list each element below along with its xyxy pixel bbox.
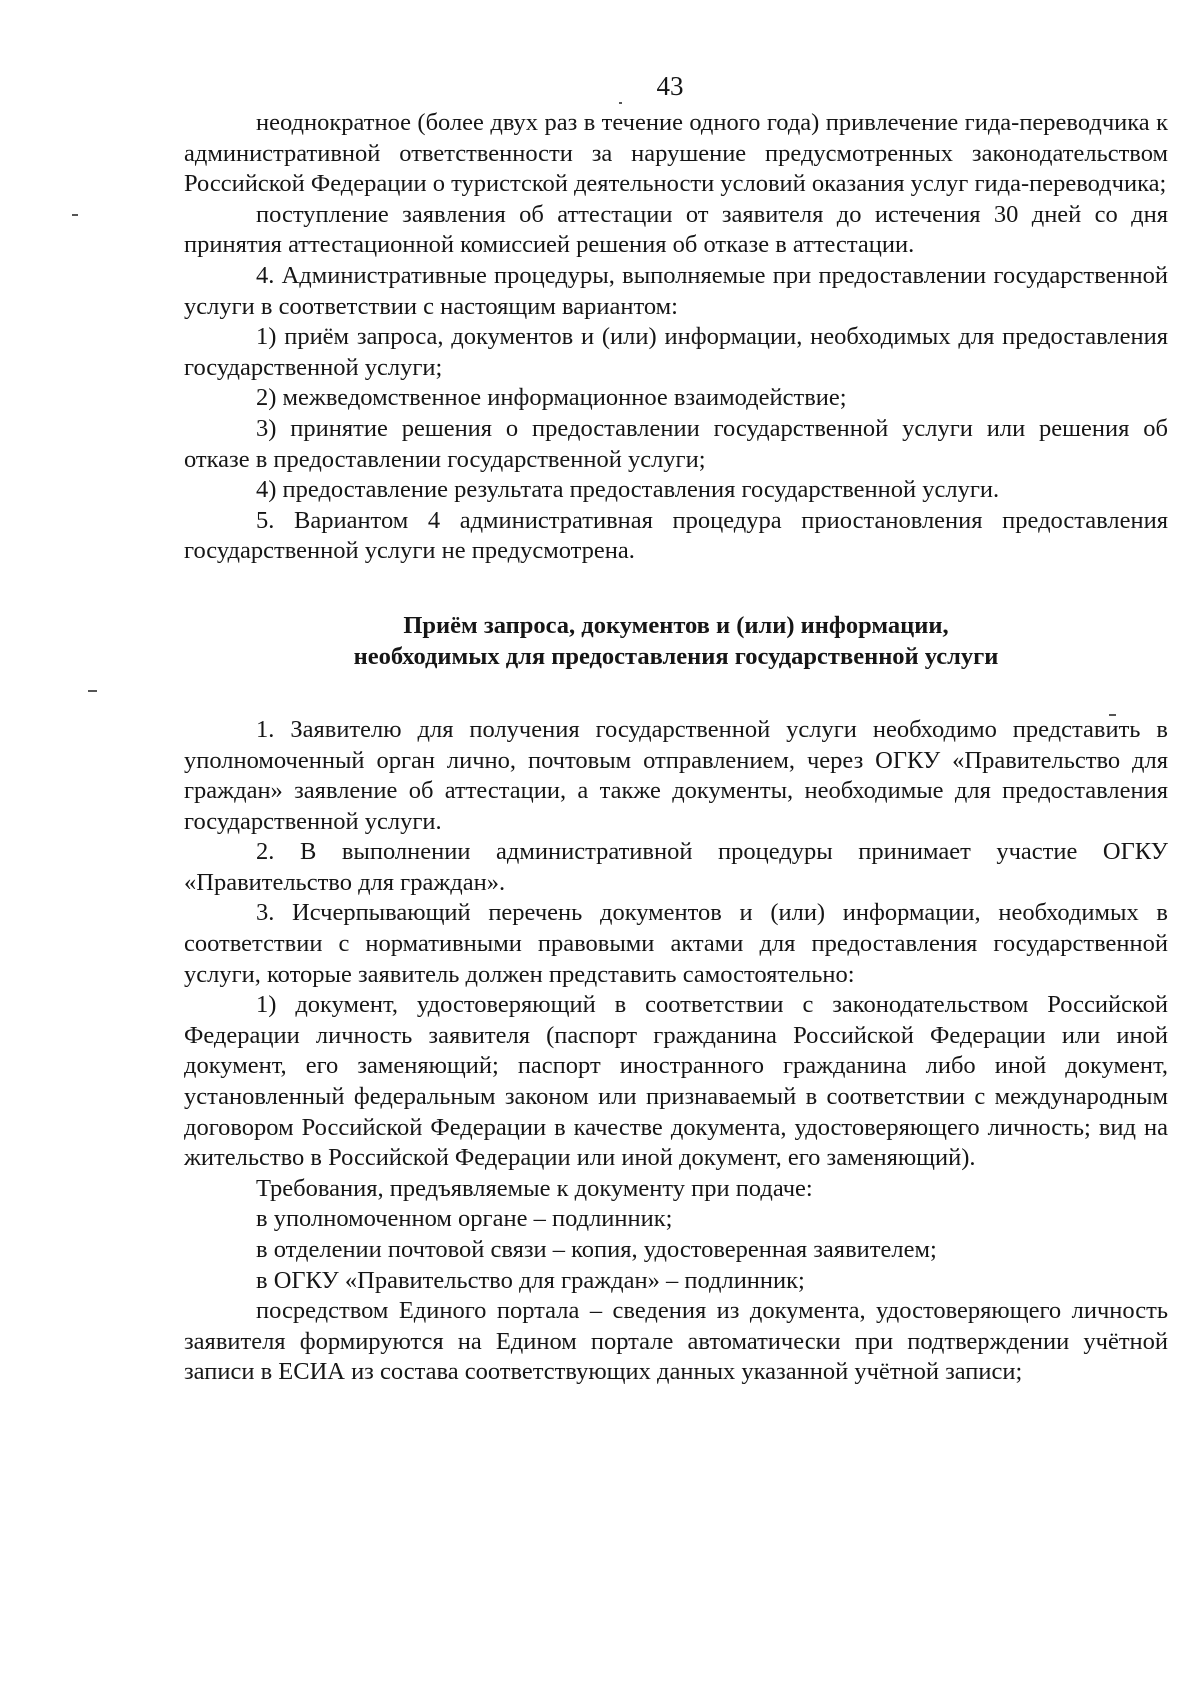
paragraph: 2. В выполнении административной процедуры принимает участие ОГКУ «Правительство для граждан». <box>184 838 1168 896</box>
paragraph: 5. Вариантом 4 административная процедура приостановления предоставления государственной услуги не предусмотрена. <box>184 506 1168 565</box>
paragraph: 3. Исчерпывающий перечень документов и (или) информации, необходимых в соответствии с нормативными правовыми актами для предоставления государственной услуги, которые заявитель должен представить самостоятельно: <box>184 899 1168 988</box>
paragraph: Требования, предъявляемые к документу при подаче: <box>256 1174 813 1202</box>
spacer <box>184 672 1168 715</box>
paragraph: поступление заявления об аттестации от заявителя до истечения 30 дней со дня принятия аттестационной комиссией решения об отказе в аттестации. <box>184 200 1168 259</box>
section-heading-line: необходимых для предоставления государственной услуги <box>353 642 999 670</box>
list-item: 1) документ, удостоверяющий в соответствии с законодательством Российской Федерации личность заявителя (паспорт гражданина Российской Федерации или иной документ, его заменяющий; паспорт иностранного гражданина либо иной документ, установленный федеральным законом или признаваемый в соответствии с международным договором Российской Федерации в качестве документа, удостоверяющего личность; вид на жительство в Российской Федерации или иной документ, его заменяющий). <box>184 991 1168 1172</box>
list-item: 1) приём запроса, документов и (или) информации, необходимых для предоставления государственной услуги; <box>184 323 1168 381</box>
paragraph: неоднократное (более двух раз в течение одного года) привлечение гида-переводчика к административной ответственности за нарушение предусмотренных законодательством Российской Федерации о туристской деятельности условий оказания услуг гида-переводчика; <box>184 109 1168 198</box>
page-number: 43 <box>656 71 684 101</box>
document-page <box>184 64 1168 1388</box>
scan-speck <box>1109 714 1116 716</box>
list-item: в ОГКУ «Правительство для граждан» – подлинник; <box>256 1266 805 1294</box>
list-item: в отделении почтовой связи – копия, удостоверенная заявителем; <box>256 1236 937 1263</box>
scan-speck <box>88 690 97 692</box>
spacer <box>184 567 1168 610</box>
section-heading <box>184 610 1168 672</box>
paragraph: 4. Административные процедуры, выполняемые при предоставлении государственной услуги в соответствии с настоящим вариантом: <box>184 261 1168 320</box>
scan-speck <box>72 214 78 216</box>
list-item: 3) принятие решения о предоставлении государственной услуги или решения об отказе в предоставлении государственной услуги; <box>184 414 1168 473</box>
paragraph: 1. Заявителю для получения государственной услуги необходимо представить в уполномоченный орган лично, почтовым отправлением, через ОГКУ «Правительство для граждан» заявление об аттестации, а также документы, необходимые для предоставления государственной услуги. <box>184 715 1168 835</box>
list-item: 4) предоставление результата предоставления государственной услуги. <box>256 476 1000 504</box>
list-item: 2) межведомственное информационное взаимодействие; <box>256 384 847 412</box>
scan-speck <box>619 102 622 104</box>
paragraph: посредством Единого портала – сведения из документа, удостоверяющего личность заявителя формируются на Едином портале автоматически при подтверждении учётной записи в ЕСИА из состава соответствующих данных указанной учётной записи; <box>184 1297 1168 1386</box>
list-item: в уполномоченном органе – подлинник; <box>256 1205 673 1233</box>
section-heading-line: Приём запроса, документов и (или) информации, <box>403 611 949 639</box>
